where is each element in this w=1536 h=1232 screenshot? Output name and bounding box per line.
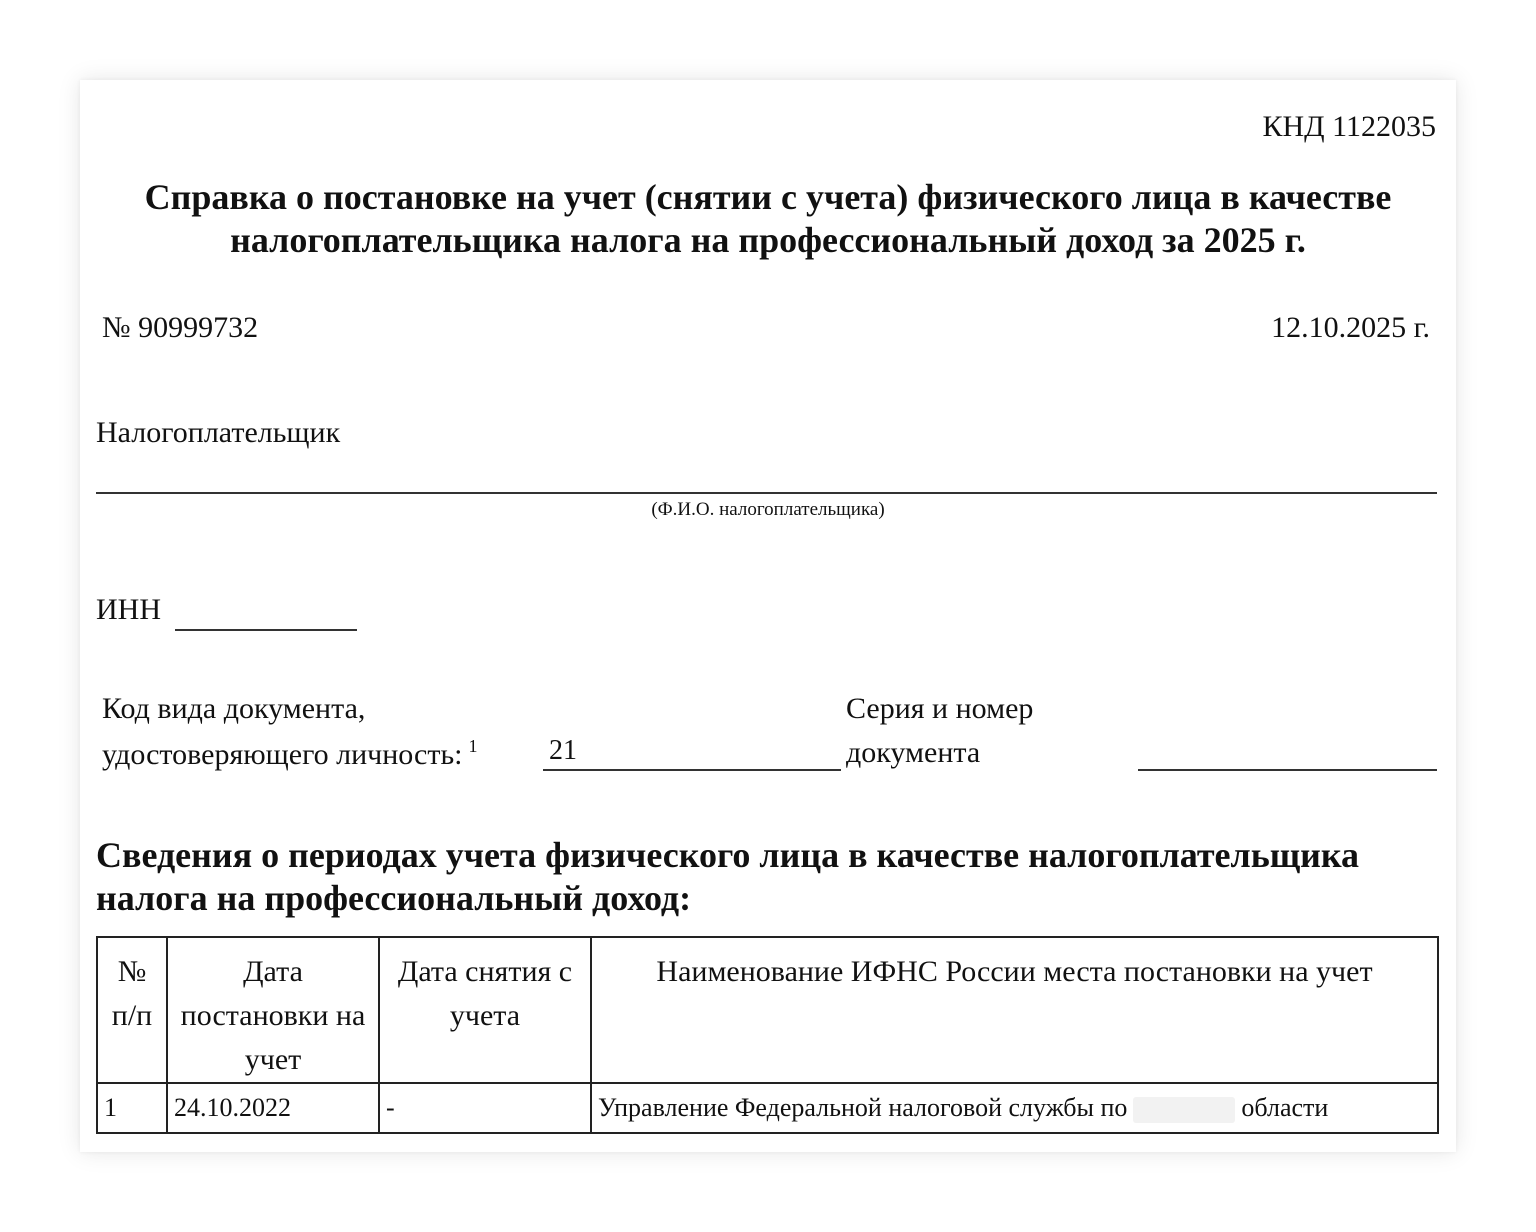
document-sheet: [80, 80, 1456, 1152]
header-deregistration-date: Дата снятия с учета: [379, 937, 591, 1083]
taxpayer-fio-line: [96, 492, 1437, 494]
document-title: Справка о постановке на учет (снятии с учета) физического лица в качестве налогоплательщика налога на профессиональный доход за 2025 г.: [144, 177, 1392, 260]
doc-series-line: [1138, 769, 1437, 771]
table-row: [97, 1083, 1438, 1133]
header-index: № п/п: [97, 937, 167, 1083]
cell-index: 1: [97, 1083, 167, 1133]
footnote-mark: 1: [468, 736, 478, 756]
header-registration-date: Дата постановки на учет: [167, 937, 379, 1083]
doc-series-label-line1: Серия и номер: [846, 692, 1034, 725]
document-date: 12.10.2025 г.: [1271, 311, 1430, 344]
periods-table: [96, 936, 1439, 1134]
redacted-region: [1133, 1097, 1235, 1123]
table-header-row: [97, 937, 1438, 1083]
document-number: № 90999732: [102, 311, 259, 344]
doc-series-label-line2: документа: [846, 736, 981, 769]
doc-code-label-line1: Код вида документа,: [102, 692, 366, 725]
header-tax-office: Наименование ИФНС России места постановки на учет: [591, 937, 1438, 1083]
doc-code-label-text: удостоверяющего личность:: [102, 738, 463, 771]
periods-section-title: Сведения о периодах учета физического лица в качестве налогоплательщика налога на профессиональный доход:: [96, 835, 1360, 918]
tax-office-prefix: Управление Федеральной налоговой службы по: [598, 1092, 1128, 1122]
cell-tax-office: [591, 1083, 1438, 1133]
taxpayer-fio-caption: (Ф.И.О. налогоплательщика): [651, 499, 885, 520]
inn-line: [175, 629, 357, 631]
tax-office-suffix: области: [1241, 1092, 1329, 1122]
cell-registration-date: 24.10.2022: [167, 1083, 379, 1133]
inn-label: ИНН: [96, 593, 161, 626]
knd-code: КНД 1122035: [1262, 110, 1436, 143]
doc-code-value: 21: [549, 735, 577, 766]
doc-code-label-line2: [102, 736, 478, 772]
cell-deregistration-date: -: [379, 1083, 591, 1133]
doc-code-line: [543, 769, 841, 771]
taxpayer-label: Налогоплательщик: [96, 416, 341, 449]
